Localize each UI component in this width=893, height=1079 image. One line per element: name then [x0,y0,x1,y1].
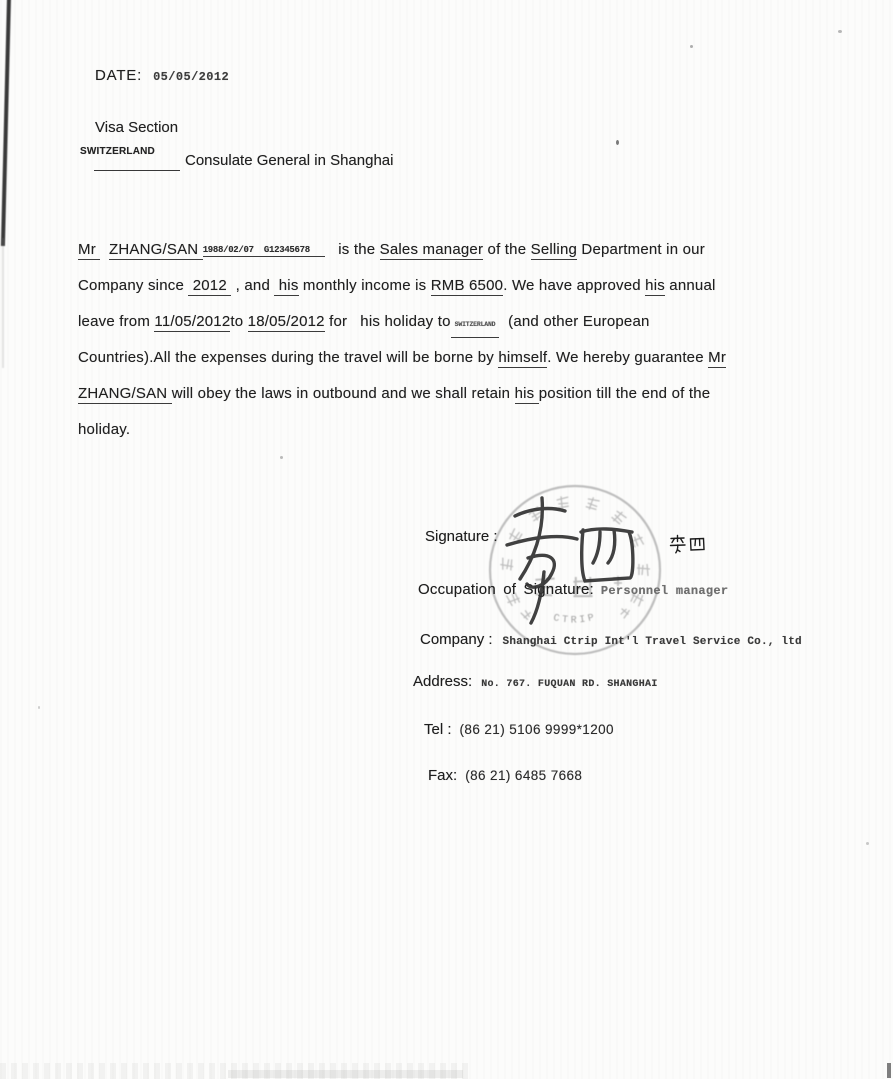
text-segment [100,241,109,258]
text-segment: ZHANG/SAN [109,241,203,258]
tel-value: (86 21) 5106 9999*1200 [459,722,614,737]
text-segment: his [274,277,299,294]
visa-section-label: Visa Section [95,119,179,136]
text-segment: is the [325,241,380,258]
text-segment: leave from [78,313,155,330]
text-segment: Selling [530,241,578,258]
company-label: Company : [420,631,493,648]
text-segment: of the [483,241,531,258]
text-segment: Mr [78,241,101,258]
address-value: No. 767. FUQUAN RD. SHANGHAI [481,679,658,690]
tel-row [424,721,614,738]
paragraph-line [78,421,838,457]
scan-corner-mark [887,1063,891,1078]
company-row [420,631,802,648]
typed-signature-name [669,534,705,554]
scan-edge-line-faded [2,238,4,368]
paragraph-line [78,241,838,277]
paragraph-line [78,277,838,313]
date-value: 05/05/2012 [153,70,230,84]
text-segment: Company since [78,277,189,294]
handwritten-signature [497,492,647,632]
occupation-value: Personnel manager [600,584,729,598]
signature-label: Signature : [425,528,498,545]
country-underline [94,170,180,171]
scan-edge-line [1,0,11,246]
text-segment: , and [231,277,275,294]
country-name: SWITZERLAND [80,146,155,157]
text-segment: 2012 [188,277,232,294]
date-row [95,67,229,84]
seal-bottom-text: CTRIP [552,612,599,627]
text-segment: holiday. [78,421,131,438]
consulate-line: Consulate General in Shanghai [185,152,394,169]
text-segment: Mr [708,349,727,366]
text-segment: monthly income is [298,277,431,294]
text-segment: Sales manager [379,241,484,258]
paragraph-line [78,385,838,421]
paragraph-line [78,313,838,349]
address-row [413,673,658,690]
letter-body [78,241,838,457]
text-segment: RMB 6500 [430,277,504,294]
fax-value: (86 21) 6485 7668 [465,768,583,783]
text-segment: annual [664,277,716,294]
text-segment: 18/05/2012 [247,313,325,330]
text-segment: will obey the laws in outbound and we shall retain [171,385,515,402]
company-value: Shanghai Ctrip Int'l Travel Service Co., ltd [502,636,802,648]
date-label: DATE: [95,67,143,84]
passport-details-segment: 1988/02/07 G12345678 [202,245,326,255]
fax-row [428,767,582,784]
scan-speck [616,140,619,145]
address-label: Address: [413,673,473,690]
text-segment: . We hereby guarantee [547,349,709,366]
tel-label: Tel : [424,721,452,738]
text-segment: himself [498,349,548,366]
scan-speck [838,30,842,33]
text-segment: Countries).All the expenses during the travel will be borne by [78,349,499,366]
fax-label: Fax: [428,767,458,784]
paragraph-line [78,349,838,385]
text-segment: . We have approved [503,277,646,294]
destination-country-segment: SWITZERLAND [451,321,500,338]
text-segment: 11/05/2012 [154,313,231,330]
text-segment: ZHANG/SAN [78,385,172,402]
occupation-label: Occupation of Signature: [418,581,594,598]
text-segment: his [645,277,665,294]
scan-speck [38,706,40,709]
text-segment: (and other European [499,313,650,330]
scan-speck [690,45,693,48]
text-segment: position till the end of the [538,385,711,402]
text-segment: to [230,313,248,330]
text-segment: Department in our [577,241,705,258]
scan-bottom-smudge-dark [228,1070,463,1078]
text-segment: for his holiday to [324,313,451,330]
text-segment: his [514,385,539,402]
signature-row [425,528,498,545]
scan-speck [866,842,869,845]
